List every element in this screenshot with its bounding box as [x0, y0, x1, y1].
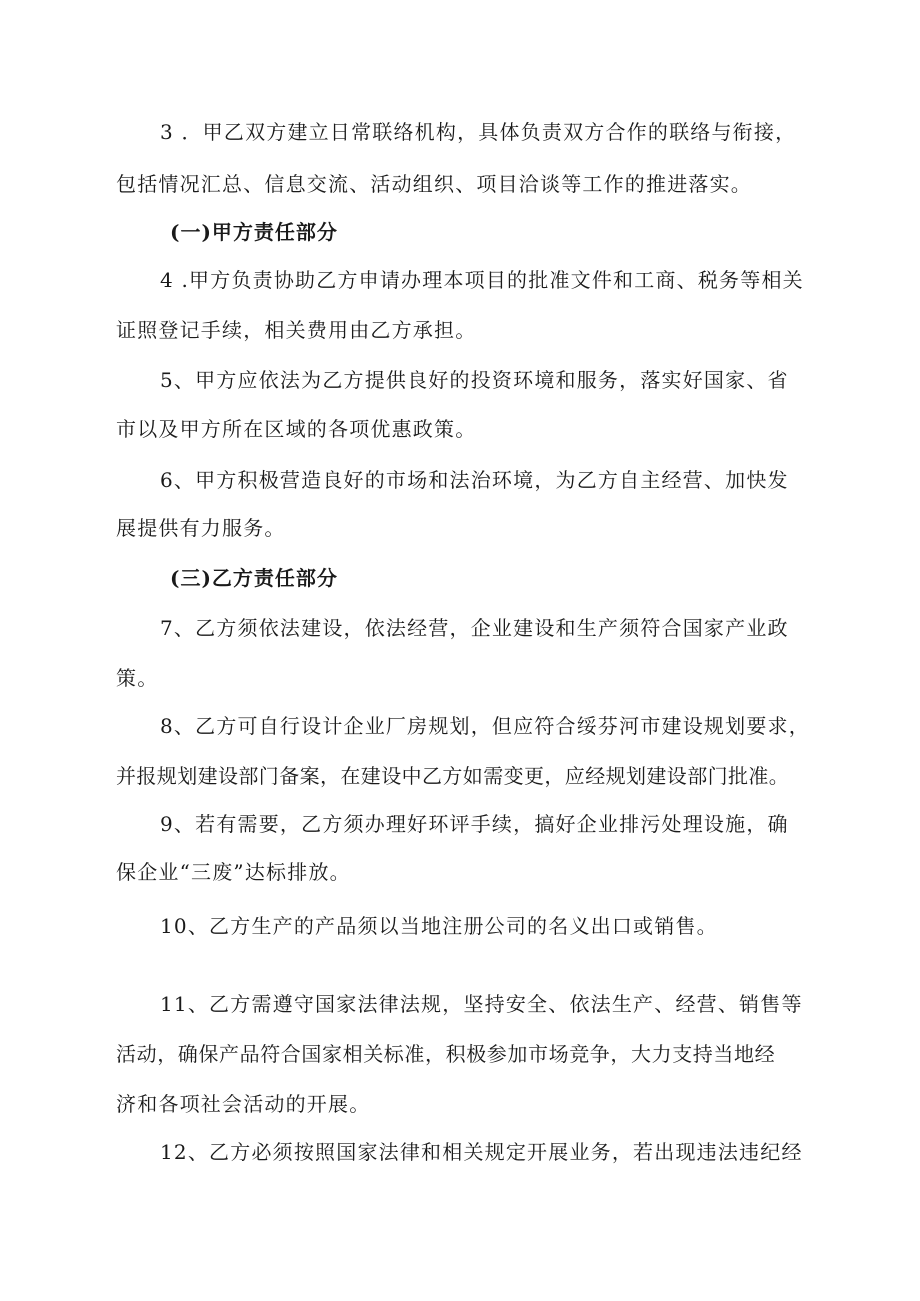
paragraph-line: 包括情况汇总、信息交流、活动组织、项目洽谈等工作的推进落实。	[116, 172, 752, 196]
paragraph-line: 活动，确保产品符合国家相关标准，积极参加市场竞争，大力支持当地经	[116, 1042, 776, 1066]
paragraph-line: 12、乙方必须按照国家法律和相关规定开展业务，若出现违法违纪经	[160, 1140, 803, 1164]
paragraph-line: 4 .甲方负责协助乙方申请办理本项目的批准文件和工商、税务等相关	[160, 268, 804, 292]
paragraph-line: 3 ．甲乙双方建立日常联络机构，具体负责双方合作的联络与衔接，	[160, 120, 797, 144]
paragraph-line: 市以及甲方所在区域的各项优惠政策。	[116, 417, 477, 441]
paragraph-line: 5、甲方应依法为乙方提供良好的投资环境和服务，落实好国家、省	[160, 368, 789, 392]
paragraph-line: 10、乙方生产的产品须以当地注册公司的名义出口或销售。	[160, 914, 718, 938]
paragraph-line: 策。	[116, 666, 159, 690]
paragraph-line: 11、乙方需遵守国家法律法规，坚持安全、依法生产、经营、销售等	[160, 992, 803, 1016]
paragraph-line: 证照登记手续，相关费用由乙方承担。	[116, 318, 477, 342]
paragraph-line: 6、甲方积极营造良好的市场和法治环境，为乙方自主经营、加快发	[160, 468, 789, 492]
section-heading-party-a: (一)甲方责任部分	[170, 220, 338, 244]
paragraph-line: 8、乙方可自行设计企业厂房规划，但应符合绥芬河市建设规划要求，	[160, 714, 810, 738]
paragraph-line: 济和各项社会活动的开展。	[116, 1092, 371, 1116]
section-heading-party-b: (三)乙方责任部分	[170, 566, 338, 590]
paragraph-line: 9、若有需要，乙方须办理好环评手续，搞好企业排污处理设施，确	[160, 812, 789, 836]
paragraph-line: 7、乙方须依法建设，依法经营，企业建设和生产须符合国家产业政	[160, 616, 789, 640]
paragraph-line: 保企业“三废”达标排放。	[116, 860, 351, 884]
paragraph-line: 并报规划建设部门备案，在建设中乙方如需变更，应经规划建设部门批准。	[116, 764, 790, 788]
paragraph-line: 展提供有力服务。	[116, 516, 286, 540]
